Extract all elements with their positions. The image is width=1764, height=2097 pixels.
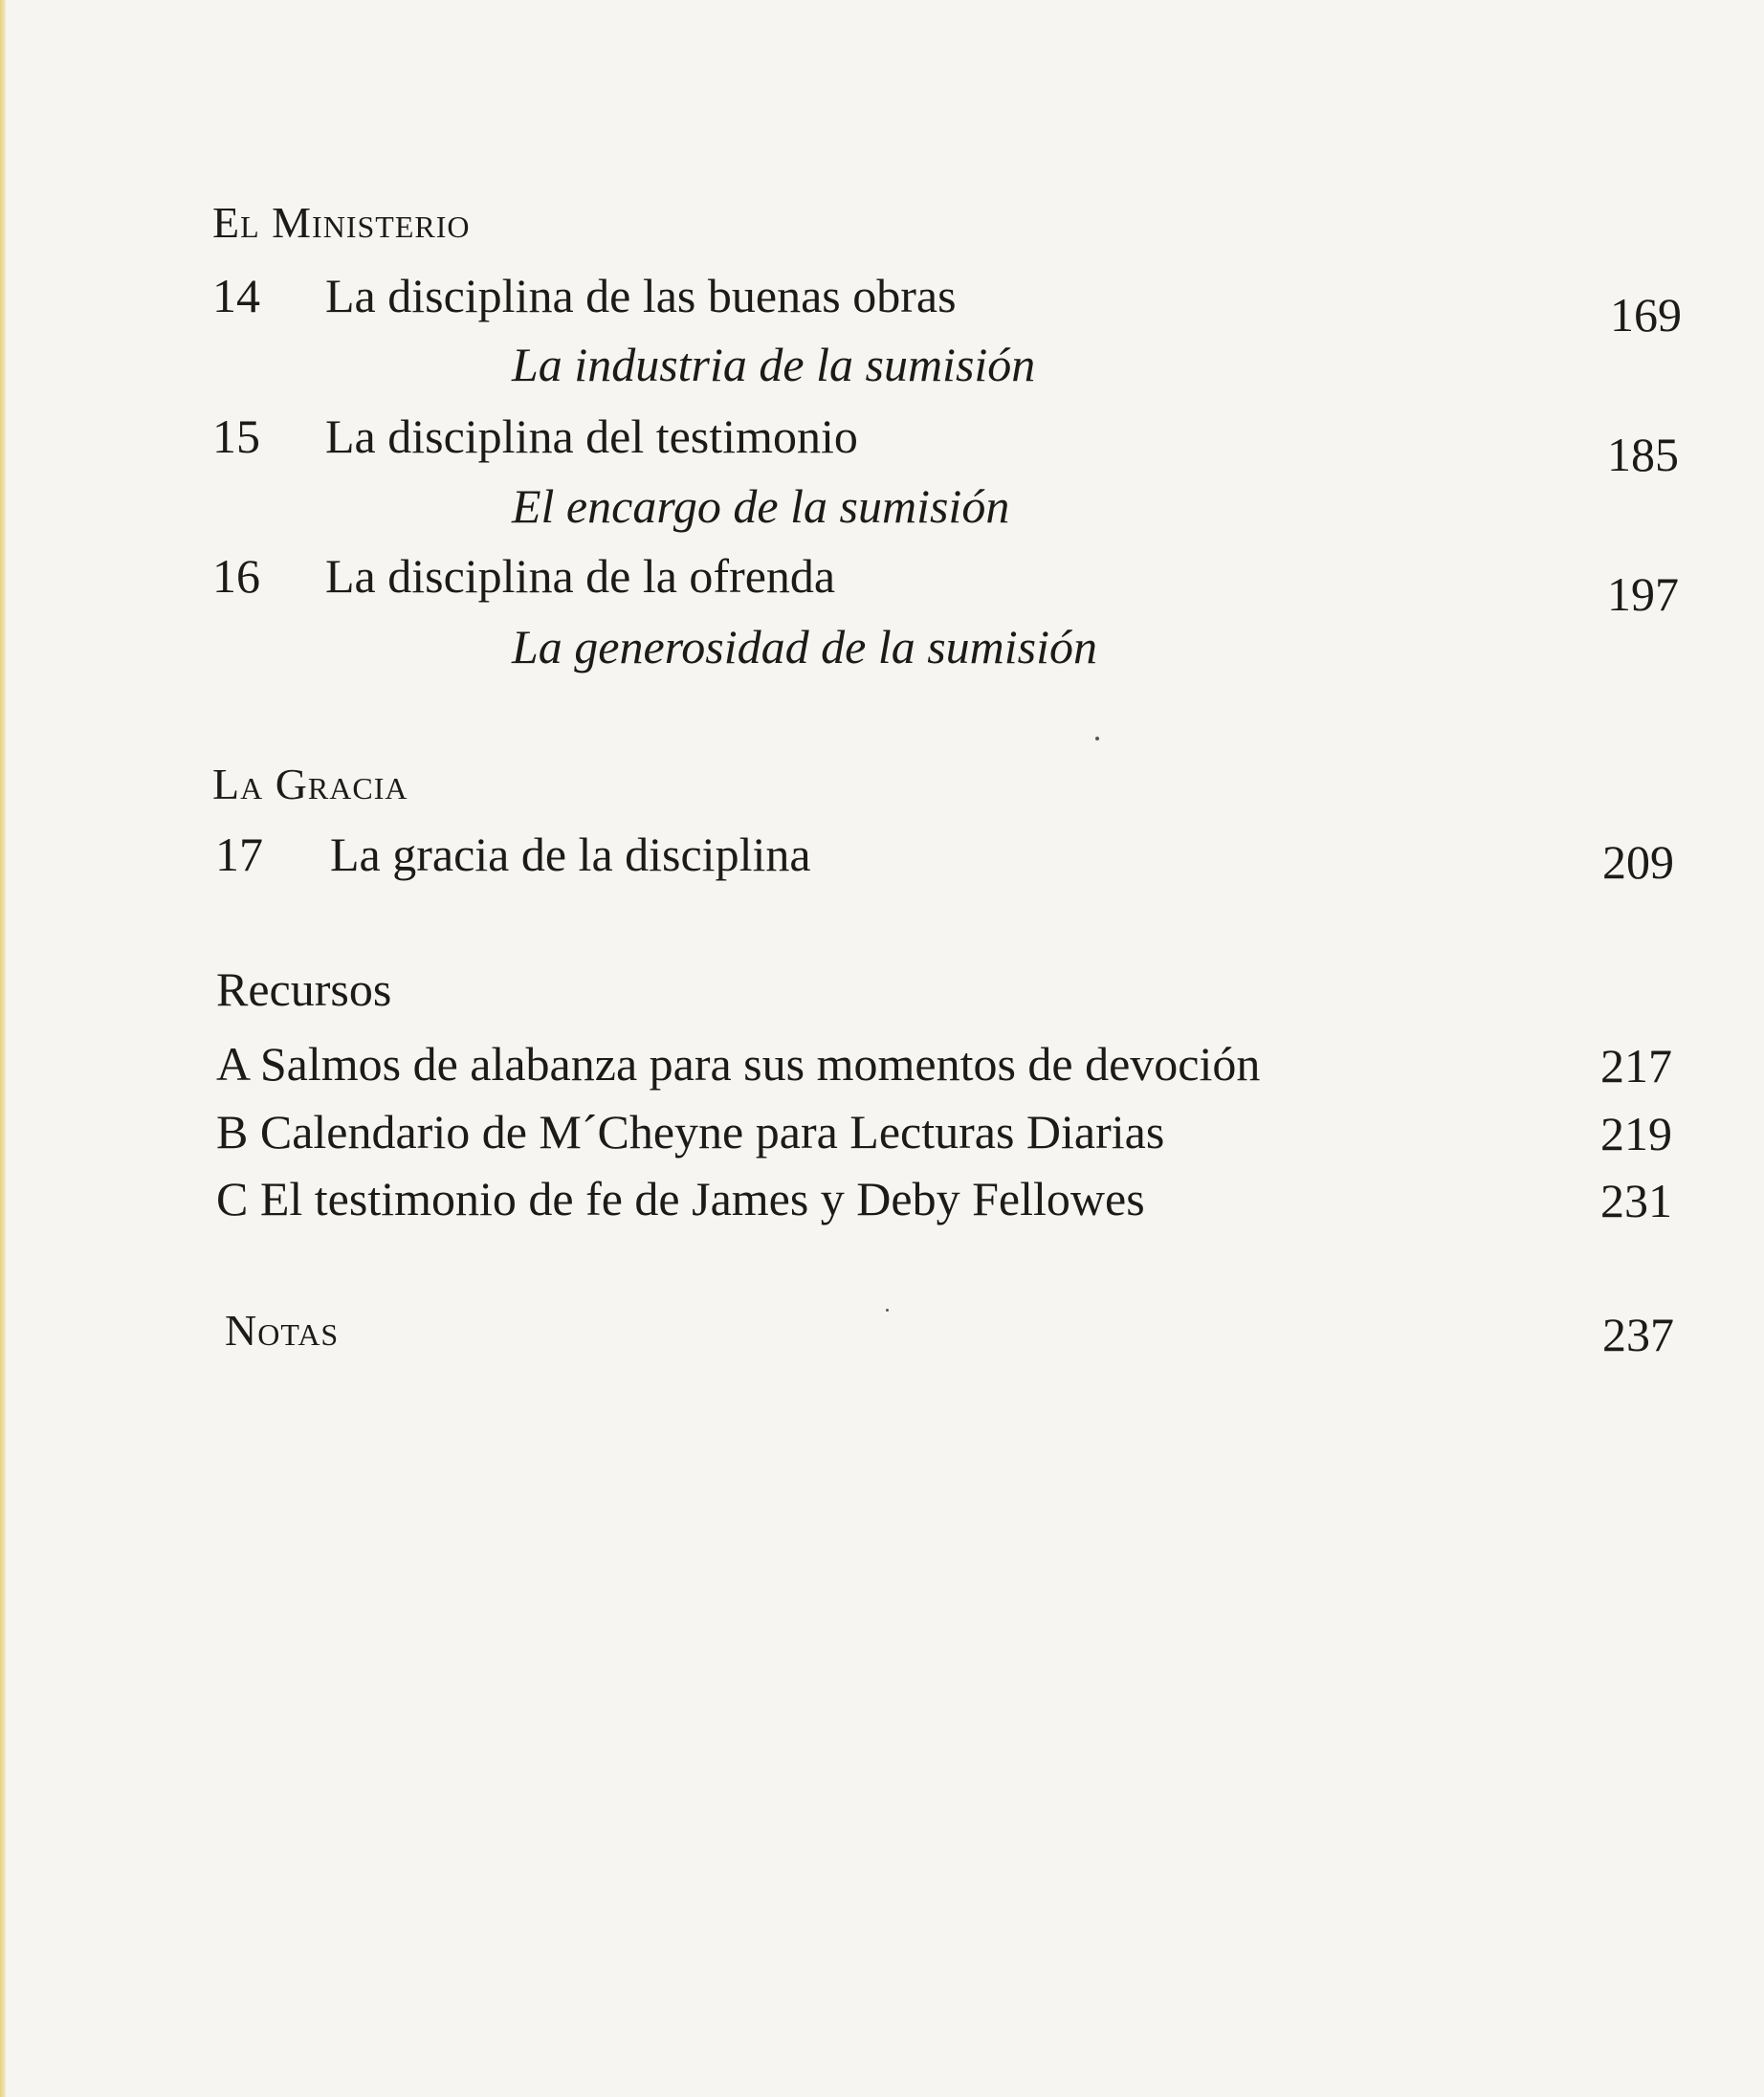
- chapter-number: 16: [212, 549, 260, 603]
- section-heading-gracia: La Gracia: [212, 760, 408, 808]
- chapter-number: 17: [215, 828, 263, 881]
- print-speck: [1095, 737, 1099, 740]
- section-heading-recursos: Recursos: [216, 962, 392, 1016]
- section-heading-notas: Notas: [225, 1306, 340, 1355]
- section-heading-ministerio: El Ministerio: [212, 198, 471, 247]
- print-speck: [886, 1309, 889, 1312]
- chapter-title: La disciplina del testimonio: [325, 409, 858, 463]
- chapter-subtitle: La generosidad de la sumisión: [512, 620, 1098, 673]
- chapter-title: La disciplina de la ofrenda: [325, 549, 836, 603]
- resource-page-number: 217: [1600, 1039, 1672, 1093]
- chapter-page-number: 197: [1607, 567, 1679, 621]
- chapter-subtitle: La industria de la sumisión: [512, 338, 1036, 391]
- resource-item: A Salmos de alabanza para sus momentos de devoción: [216, 1037, 1261, 1091]
- chapter-title: La disciplina de las buenas obras: [325, 269, 957, 322]
- chapter-number: 14: [212, 269, 260, 322]
- resource-item: B Calendario de M´Cheyne para Lecturas Diarias: [216, 1105, 1165, 1159]
- notas-page-number: 237: [1602, 1308, 1674, 1361]
- chapter-title: La gracia de la disciplina: [330, 828, 811, 881]
- chapter-page-number: 169: [1610, 288, 1682, 342]
- resource-page-number: 219: [1600, 1107, 1672, 1160]
- resource-page-number: 231: [1600, 1174, 1672, 1227]
- chapter-subtitle: El encargo de la sumisión: [512, 479, 1010, 533]
- chapter-number: 15: [212, 409, 260, 463]
- chapter-page-number: 209: [1602, 835, 1674, 889]
- resource-item: C El testimonio de fe de James y Deby Fellowes: [216, 1172, 1145, 1225]
- chapter-page-number: 185: [1607, 428, 1679, 481]
